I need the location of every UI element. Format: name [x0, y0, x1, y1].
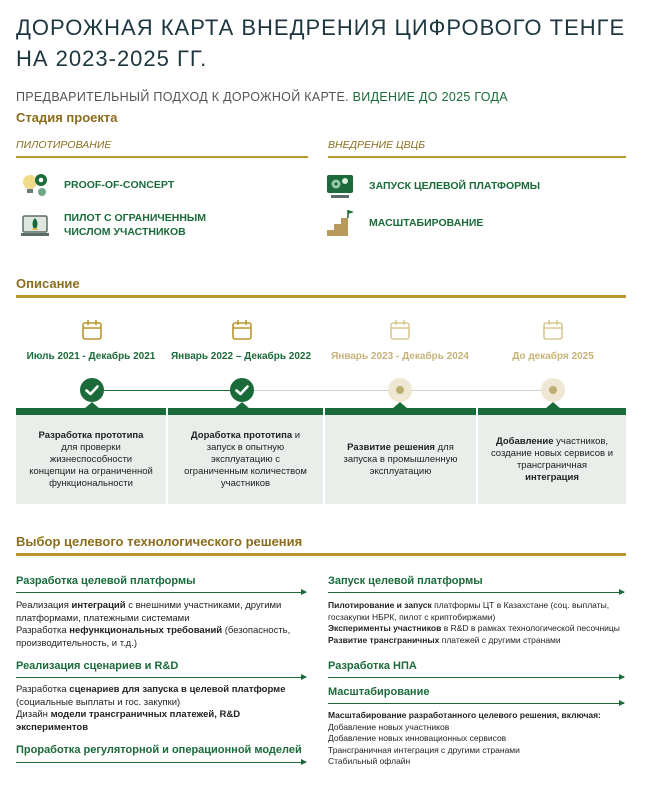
- text-fragment: в R&D в рамках технологической песочницы: [441, 623, 620, 633]
- text-fragment: Разработка: [16, 625, 70, 636]
- stage-item-label-line2: ЧИСЛОМ УЧАСТНИКОВ: [64, 226, 186, 238]
- platform-gears-icon: [325, 171, 355, 201]
- stage-item-pilot: [20, 210, 206, 240]
- phase-text: участников, создание новых сервисов и трансграничная: [490, 435, 614, 471]
- pending-dot-icon: [388, 378, 412, 402]
- phase-description: [325, 415, 476, 504]
- text-fragment: платформы ЦТ в Казахстане (соц. выплаты, госзакупки НБРК, пилот с криптобиржами): [328, 600, 610, 622]
- phase-date: Январь 2022 – Декабрь 2022: [170, 351, 312, 362]
- block-title: Разработка НПА: [328, 660, 417, 672]
- phase-date: До декабря 2025: [512, 351, 594, 362]
- stage-rule-left: [16, 156, 308, 158]
- list-item: Стабильный офлайн: [328, 756, 411, 766]
- stage-item-label-line1: ПИЛОТ С ОГРАНИЧЕННЫМ: [64, 212, 206, 224]
- pending-dot-icon: [541, 378, 565, 402]
- block-title: Запуск целевой платформы: [328, 575, 483, 587]
- calendar-icon: [542, 319, 564, 341]
- text-fragment: Дизайн: [16, 709, 51, 720]
- phase-bar-done: [168, 408, 323, 415]
- block-text: [16, 684, 308, 734]
- page-subtitle: [16, 90, 508, 104]
- block-text: [328, 600, 626, 646]
- stage-item-label: [64, 211, 206, 239]
- phase-bar-done: [16, 408, 166, 415]
- calendar-icon: [389, 319, 411, 341]
- block-text: [328, 710, 626, 768]
- block-title: Проработка регуляторной и операционной моделей: [16, 744, 302, 756]
- stage-label-deploy: ВНЕДРЕНИЕ ЦВЦБ: [328, 139, 426, 151]
- lightbulb-gear-icon: [20, 170, 50, 200]
- timeline-track: [400, 390, 553, 391]
- block-arrow: [328, 703, 624, 704]
- text-fragment: Разработка: [16, 684, 70, 695]
- phase-bold: Развитие решения: [347, 441, 435, 453]
- text-fragment: с внешними участниками, другими платформами, платежными системами: [16, 600, 282, 624]
- calendar-icon: [231, 319, 253, 341]
- stage-item-scale: [325, 208, 483, 238]
- bar-pointer: [392, 402, 408, 409]
- stage-rule-right: [328, 156, 626, 158]
- phase-bold: Доработка прототипа: [190, 429, 293, 441]
- text-fragment-bold: сценариев для запуска в целевой платформе: [69, 684, 286, 695]
- timeline-track-done: [92, 390, 242, 391]
- description-heading: Описание: [16, 276, 80, 291]
- bar-pointer: [84, 402, 100, 409]
- phase-date: Январь 2023 - Декабрь 2024: [331, 351, 469, 362]
- timeline-track: [242, 390, 400, 391]
- phase-description: [168, 415, 323, 504]
- text-fragment-bold: интеграций: [71, 600, 126, 611]
- text-fragment-bold: модели трансграничных платежей, R&D экспериментов: [16, 709, 241, 733]
- description-rule: [16, 295, 626, 298]
- phase-description: [478, 415, 626, 504]
- calendar-icon: [81, 319, 103, 341]
- block-text: [16, 600, 308, 650]
- list-item: Добавление новых участников: [328, 721, 450, 732]
- stage-item-poc: [20, 170, 174, 200]
- check-icon: [80, 378, 104, 402]
- selection-heading: Выбор целевого технологического решения: [16, 534, 303, 549]
- page-title: ДОРОЖНАЯ КАРТА ВНЕДРЕНИЯ ЦИФРОВОГО ТЕНГЕ НА 2023-2025 ГГ.: [16, 15, 626, 71]
- block-arrow: [16, 762, 306, 763]
- subtitle-prefix: ПРЕДВАРИТЕЛЬНЫЙ ПОДХОД К ДОРОЖНОЙ КАРТЕ.: [16, 90, 349, 104]
- phase-date: Июль 2021 - Декабрь 2021: [26, 351, 156, 362]
- text-fragment-bold: Развитие трансграничных: [328, 634, 440, 645]
- block-arrow: [16, 592, 306, 593]
- phase-bold: Добавление: [495, 435, 554, 447]
- check-icon: [230, 378, 254, 402]
- scale-intro: Масштабирование разработанного целевого решения, включая:: [328, 710, 601, 720]
- stairs-flag-icon: [325, 208, 355, 238]
- block-title: Разработка целевой платформы: [16, 575, 196, 587]
- text-fragment-bold: Пилотирование и запуск: [328, 600, 432, 610]
- phase-text: и запуск в опытную эксплуатацию с ограниченным количеством участников: [184, 429, 307, 489]
- text-fragment-bold: Эксперименты участников: [328, 623, 442, 633]
- phase-text: для проверки жизнеспособности концепции на ограниченной функциональности: [29, 441, 153, 489]
- text-fragment: платежей с другими странами: [439, 634, 561, 645]
- text-fragment: (социальные выплаты и гос. закупки): [16, 696, 181, 708]
- text-fragment-bold: нефункциональных требований: [69, 625, 223, 636]
- block-arrow: [328, 592, 624, 593]
- phase-bar-done: [325, 408, 476, 415]
- phase-bold-end: интеграция: [525, 471, 579, 483]
- stage-heading: Стадия проекта: [16, 110, 118, 125]
- stage-item-label: PROOF-OF-CONCEPT: [64, 179, 175, 191]
- stage-item-label: ЗАПУСК ЦЕЛЕВОЙ ПЛАТФОРМЫ: [369, 180, 541, 192]
- phase-bar-done: [478, 408, 626, 415]
- subtitle-accent: ВИДЕНИЕ ДО 2025 ГОДА: [352, 90, 508, 104]
- phase-description: [16, 415, 166, 504]
- block-title: Масштабирование: [328, 686, 430, 698]
- list-item: Трансграничная интеграция с другими странами: [328, 744, 520, 755]
- block-arrow: [328, 677, 624, 678]
- block-title: Реализация сценариев и R&D: [16, 660, 179, 672]
- phase-text: для запуска в промышленную эксплуатацию: [343, 441, 458, 477]
- stage-item-label: МАСШТАБИРОВАНИЕ: [369, 217, 484, 229]
- stage-label-pilot: ПИЛОТИРОВАНИЕ: [16, 139, 112, 151]
- phase-bold: Разработка прототипа: [38, 429, 144, 441]
- text-fragment: (безопасность, производительность, и т.д.): [16, 625, 291, 649]
- bar-pointer: [234, 402, 250, 409]
- selection-rule: [16, 553, 626, 556]
- list-item: Добавление новых инновационных сервисов: [328, 733, 507, 743]
- block-arrow: [16, 677, 306, 678]
- text-fragment: Реализация: [16, 600, 72, 611]
- rocket-laptop-icon: [20, 210, 50, 240]
- stage-item-launch: [325, 171, 540, 201]
- bar-pointer: [545, 402, 561, 409]
